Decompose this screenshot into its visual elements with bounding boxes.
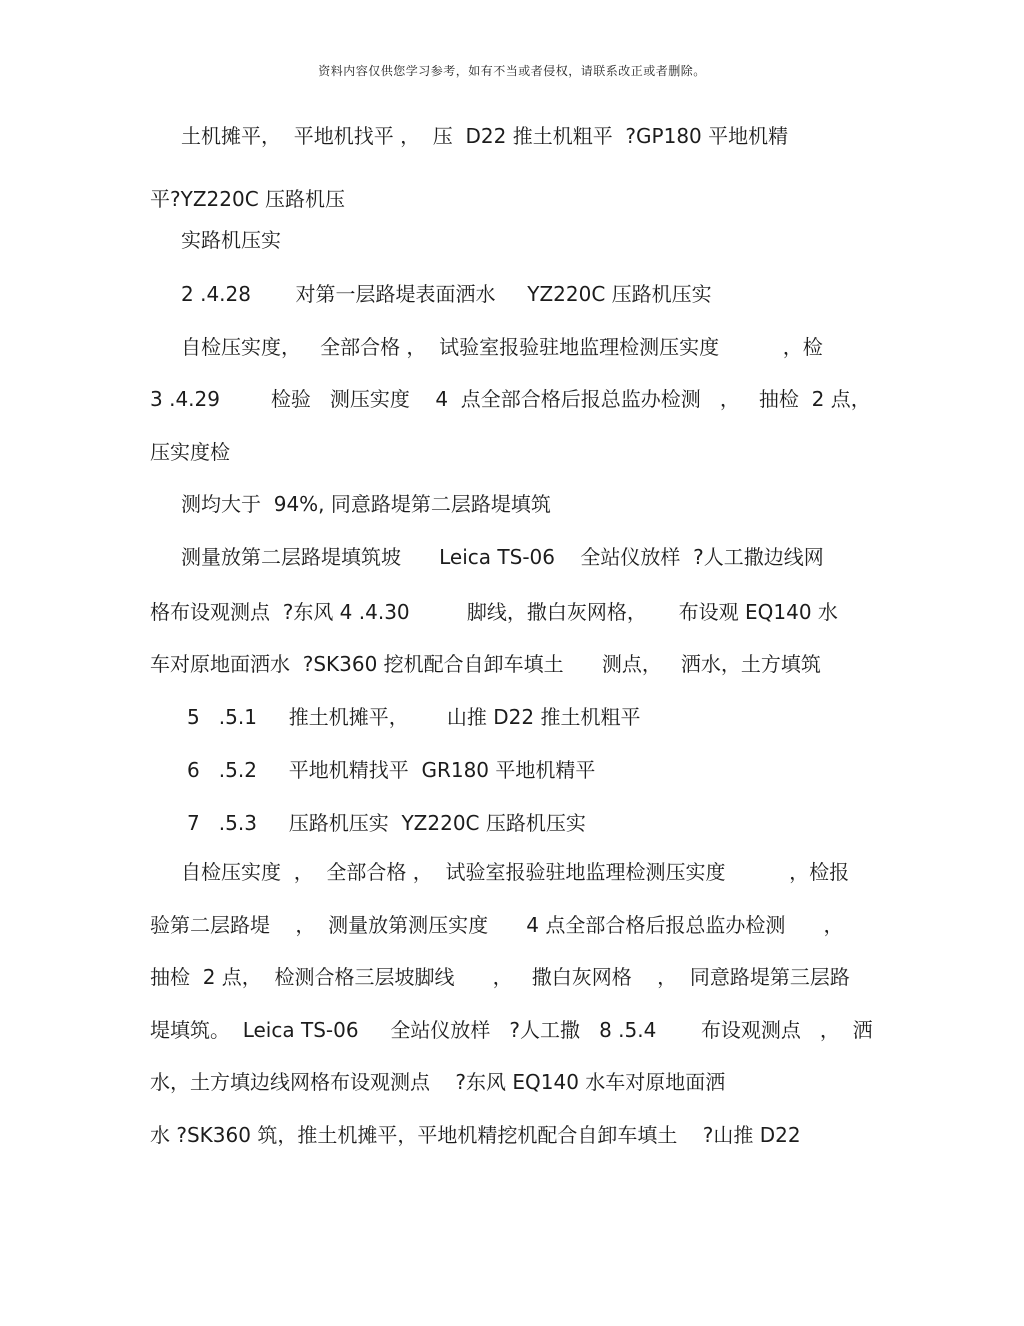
text-line-6: 3 .4.29 检验 测压实度 4 点全部合格后报总监办检测 ， 抽检 2 点， xyxy=(150,387,871,411)
text-line-2: 平?YZ220C 压路机压 xyxy=(150,187,346,211)
text-line-14: 7 .5.3 压路机压实 YZ220C 压路机压实 xyxy=(187,811,586,835)
text-line-3: 实路机压实 xyxy=(181,228,281,252)
text-line-18: 堤填筑。 Leica TS-06 全站仪放样 ?人工撒 8 .5.4 布设观测点 ， 洒 xyxy=(150,1018,873,1042)
text-line-20: 水 ?SK360 筑，推土机摊平，平地机精挖机配合自卸车填土 ?山推 D22 xyxy=(150,1123,801,1147)
text-line-4: 2 .4.28 对第一层路堤表面洒水 YZ220C 压路机压实 xyxy=(181,282,712,306)
text-line-10: 格布设观测点 ?东风 4 .4.30 脚线，撒白灰网格， 布设观 EQ140 水 xyxy=(150,600,838,624)
text-line-11: 车对原地面洒水 ?SK360 挖机配合自卸车填土 测点， 洒水，土方填筑 xyxy=(150,652,821,676)
header-disclaimer: 资料内容仅供您学习参考，如有不当或者侵权，请联系改正或者删除。 xyxy=(318,64,706,78)
text-line-8: 测均大于 94%, 同意路堤第二层路堤填筑 xyxy=(181,492,551,516)
text-line-13: 6 .5.2 平地机精找平 GR180 平地机精平 xyxy=(187,758,596,782)
text-line-1: 土机摊平， 平地机找平 ， 压 D22 推土机粗平 ?GP180 平地机精 xyxy=(181,124,789,148)
text-line-12: 5 .5.1 推土机摊平， 山推 D22 推土机粗平 xyxy=(187,705,641,729)
text-line-15: 自检压实度 ， 全部合格 ， 试验室报验驻地监理检测压实度 ，检报 xyxy=(181,860,850,884)
text-line-9: 测量放第二层路堤填筑坡 Leica TS-06 全站仪放样 ?人工撒边线网 xyxy=(181,545,824,569)
text-line-16: 验第二层路堤 ， 测量放第测压实度 4 点全部合格后报总监办检测 ， xyxy=(150,913,844,937)
text-line-17: 抽检 2 点， 检测合格三层坡脚线 ， 撒白灰网格 ， 同意路堤第三层路 xyxy=(150,965,850,989)
text-line-5: 自检压实度， 全部合格 ， 试验室报验驻地监理检测压实度 ，检 xyxy=(181,335,823,359)
text-line-19: 水，土方填边线网格布设观测点 ?东风 EQ140 水车对原地面洒 xyxy=(150,1070,726,1094)
text-line-7: 压实度检 xyxy=(150,440,230,464)
